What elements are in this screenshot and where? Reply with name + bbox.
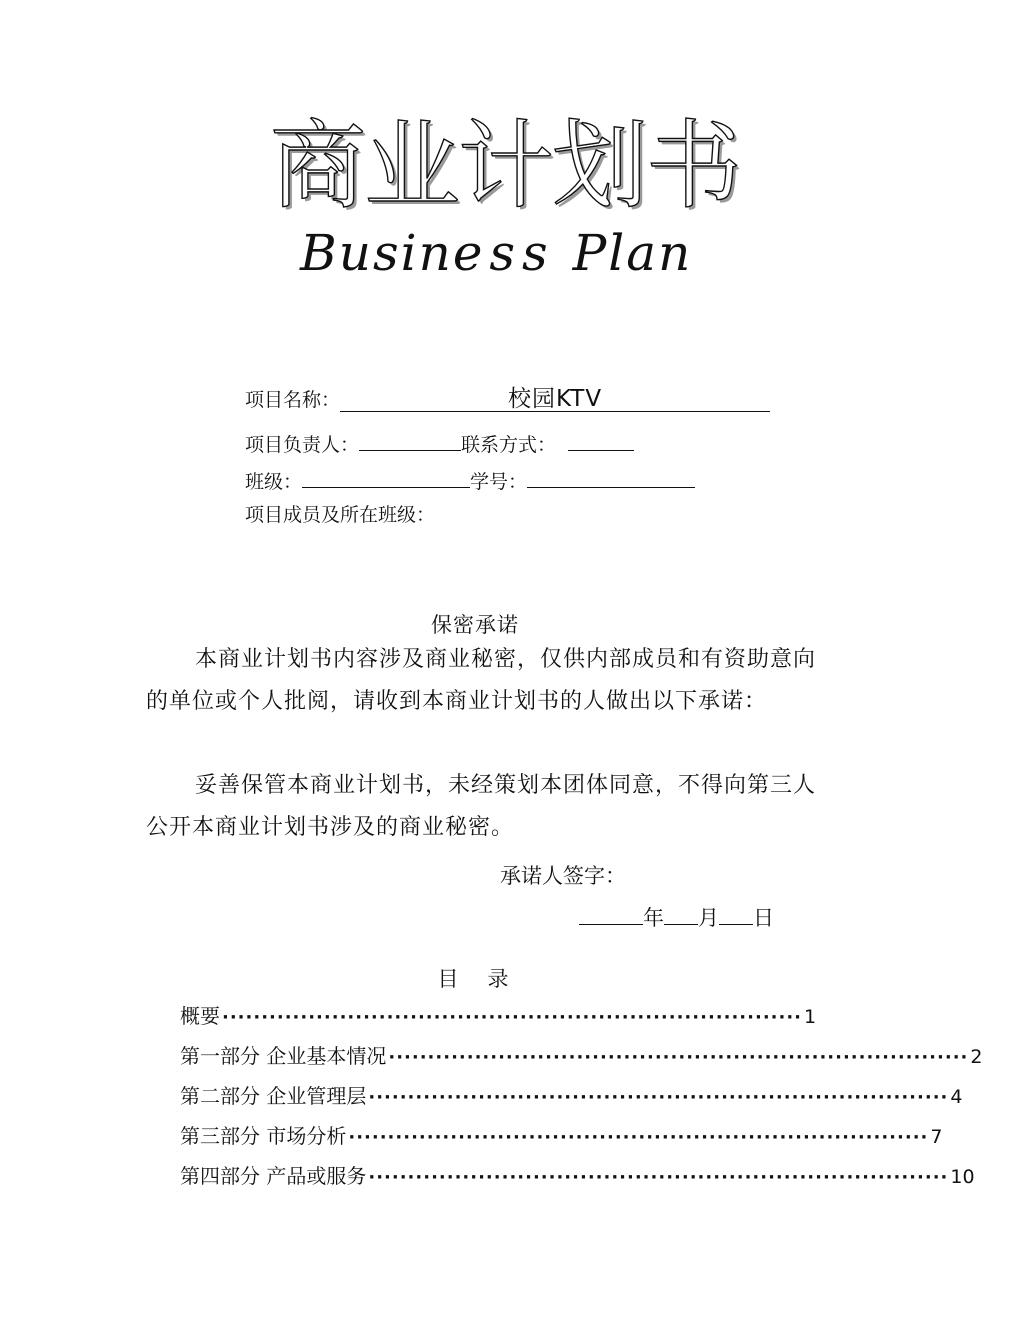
title-en-part3: Pla [572, 224, 659, 282]
confidentiality-title: 保密承诺 [431, 613, 519, 637]
toc-leader-dots: ·········································································· [222, 1007, 803, 1028]
confidentiality-paragraph-2: 妥善保管本商业计划书，未经策划本团体同意，不得向第三人公开本商业计划书涉及的商业秘密。 [146, 773, 817, 840]
toc-item[interactable] [180, 1120, 943, 1149]
student-id-label: 学号： [470, 471, 528, 493]
class-label: 班级： [245, 471, 303, 493]
date-line [579, 902, 774, 932]
toc-leader-dots: ·········································································· [368, 1167, 949, 1188]
toc-title: 目 录 [437, 967, 513, 991]
title-en-part2: ess [452, 224, 555, 282]
toc-item[interactable] [180, 1040, 983, 1069]
project-name-row [245, 388, 770, 412]
signature-label: 承诺人签字： [500, 864, 626, 888]
toc-leader-dots: ·········································································· [388, 1047, 969, 1068]
project-name-value: 校园KTV [507, 386, 603, 412]
toc-item-label: 第四部分 产品或服务 [180, 1164, 367, 1188]
toc-item-page: 7 [930, 1126, 943, 1148]
leader-blank [359, 432, 461, 451]
month-label: 月 [698, 906, 719, 930]
toc-leader-dots: ·········································································· [348, 1127, 929, 1148]
toc-item-label: 第一部分 企业基本情况 [180, 1044, 387, 1068]
year-blank [579, 904, 643, 925]
members-label: 项目成员及所在班级： [245, 504, 436, 526]
title-en-part4: n [658, 224, 698, 282]
project-name-label: 项目名称： [245, 389, 341, 411]
toc-item-label: 第二部分 企业管理层 [180, 1084, 367, 1108]
toc-item-page: 1 [804, 1006, 817, 1028]
toc-item-page: 2 [970, 1046, 983, 1068]
leader-label: 项目负责人： [245, 434, 360, 456]
project-name-field [340, 388, 770, 412]
toc-item[interactable] [180, 1160, 975, 1189]
day-blank [719, 904, 753, 925]
contact-blank [568, 432, 634, 451]
cover-title-english [300, 224, 698, 282]
year-label: 年 [643, 906, 664, 930]
contact-label: 联系方式： [461, 434, 557, 456]
cover-title-chinese: 商业计划书 [270, 110, 740, 222]
class-blank [302, 469, 470, 488]
class-studentid-row [245, 469, 695, 492]
month-blank [664, 904, 698, 925]
toc-item[interactable] [180, 1000, 817, 1029]
toc-item[interactable] [180, 1080, 963, 1109]
toc-item-page: 10 [950, 1166, 975, 1188]
toc-leader-dots: ·········································································· [368, 1087, 949, 1108]
toc-item-page: 4 [950, 1086, 963, 1108]
student-id-blank [527, 469, 695, 488]
confidentiality-paragraph-1: 本商业计划书内容涉及商业秘密，仅供内部成员和有资助意向的单位或个人批阅，请收到本商业计划书的人做出以下承诺： [146, 647, 817, 714]
title-en-part1: Busin [300, 224, 453, 282]
toc-item-label: 概要 [180, 1004, 220, 1028]
leader-contact-row [245, 432, 634, 455]
toc-item-label: 第三部分 市场分析 [180, 1124, 347, 1148]
day-label: 日 [753, 906, 774, 930]
